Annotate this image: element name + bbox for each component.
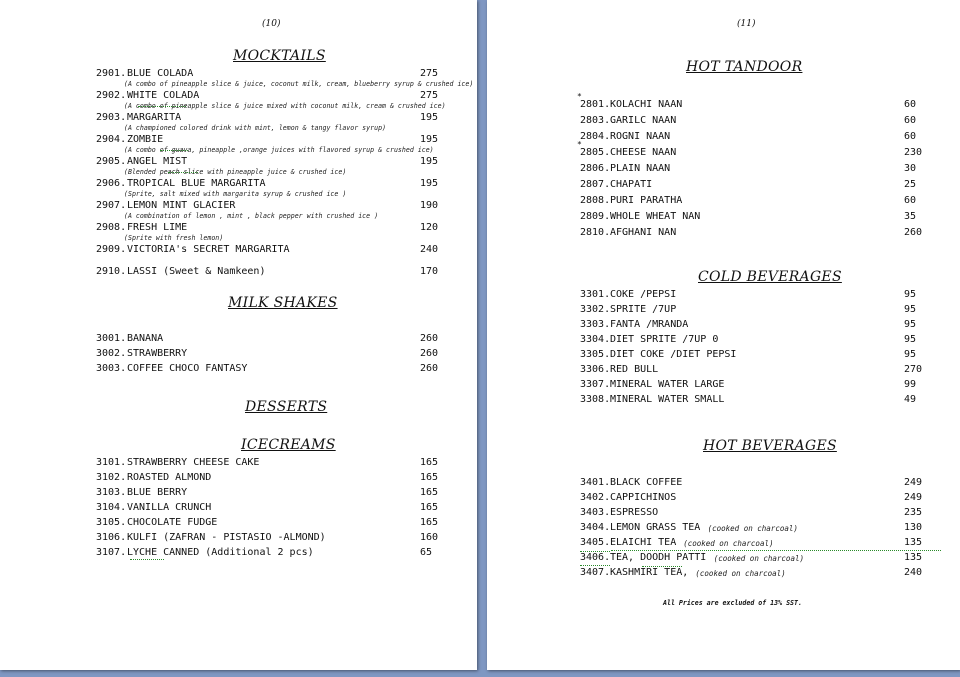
section-heading-desserts: DESSERTS xyxy=(245,399,328,415)
item-name: STRAWBERRY CHEESE CAKE xyxy=(127,457,260,468)
menu-item-row xyxy=(580,99,934,112)
item-name: PURI PARATHA xyxy=(610,195,683,206)
spellcheck-underline xyxy=(160,148,188,151)
item-code: 2801. xyxy=(580,99,611,110)
item-price: 275 xyxy=(420,68,439,79)
item-name: CHOCOLATE FUDGE xyxy=(127,517,218,528)
footer-note: All Prices are excluded of 13% SST. xyxy=(663,599,802,607)
item-code: 2901. xyxy=(96,68,127,79)
item-price: 230 xyxy=(904,147,923,158)
item-price: 60 xyxy=(904,131,917,142)
page-number: (11) xyxy=(737,19,756,29)
menu-item-row xyxy=(580,349,934,362)
item-price: 190 xyxy=(420,200,439,211)
item-description: (A combo of guava, pineapple ,orange juices with flavored syrup & crushed ice) xyxy=(124,146,434,154)
item-code: 3304. xyxy=(580,334,611,345)
menu-item-row xyxy=(96,457,450,470)
item-code: 2908. xyxy=(96,222,127,233)
item-price: 135 xyxy=(904,552,923,563)
item-name: FANTA /MRANDA xyxy=(610,319,689,330)
item-code: 2904. xyxy=(96,134,127,145)
item-cooking-note: (cooked on charcoal) xyxy=(683,539,774,548)
item-name: VANILLA CRUNCH xyxy=(127,502,212,513)
item-name: KULFI (ZAFRAN - PISTASIO -ALMOND) xyxy=(127,532,326,543)
item-name: PLAIN NAAN xyxy=(610,163,671,174)
item-code: 3407. xyxy=(580,567,611,578)
menu-item-row xyxy=(580,522,934,535)
item-code: 2805. xyxy=(580,147,611,158)
spellcheck-underline xyxy=(130,557,164,560)
item-price: 99 xyxy=(904,379,917,390)
item-code: 3308. xyxy=(580,394,611,405)
menu-item-row xyxy=(580,147,934,160)
spellcheck-underline xyxy=(138,104,186,107)
item-code: 3107. xyxy=(96,547,127,558)
menu-item-row xyxy=(580,507,934,520)
item-code: 3402. xyxy=(580,492,611,503)
item-price: 95 xyxy=(904,349,917,360)
menu-item-row xyxy=(96,502,450,515)
item-name: ESPRESSO xyxy=(610,507,659,518)
item-code: 2906. xyxy=(96,178,127,189)
item-name: MINERAL WATER SMALL xyxy=(610,394,725,405)
item-price: 165 xyxy=(420,472,439,483)
item-name: CAPPICHINOS xyxy=(610,492,677,503)
item-code: 3002. xyxy=(96,348,127,359)
item-cooking-note: (cooked on charcoal) xyxy=(695,569,786,578)
menu-item-row xyxy=(580,289,934,302)
menu-item-row xyxy=(96,532,450,545)
item-price: 260 xyxy=(904,227,923,238)
item-price: 275 xyxy=(420,90,439,101)
menu-item-row xyxy=(96,363,450,376)
menu-item-row xyxy=(580,163,934,176)
spellcheck-underline xyxy=(642,564,682,567)
item-price: 260 xyxy=(420,363,439,374)
item-description: (Sprite, salt mixed with margarita syrup & crushed ice ) xyxy=(124,190,347,198)
item-code: 3401. xyxy=(580,477,611,488)
star-mark: * xyxy=(577,140,582,149)
right-page xyxy=(487,0,960,670)
item-code: 2804. xyxy=(580,131,611,142)
item-price: 240 xyxy=(420,244,439,255)
item-code: 3406. xyxy=(580,552,611,563)
item-price: 95 xyxy=(904,289,917,300)
item-code: 3305. xyxy=(580,349,611,360)
item-price: 170 xyxy=(420,266,439,277)
item-price: 235 xyxy=(904,507,923,518)
item-name: ROGNI NAAN xyxy=(610,131,671,142)
menu-item-row xyxy=(580,195,934,208)
item-code: 2808. xyxy=(580,195,611,206)
item-code: 3104. xyxy=(96,502,127,513)
item-code: 3302. xyxy=(580,304,611,315)
menu-item-row xyxy=(96,244,450,257)
item-price: 249 xyxy=(904,492,923,503)
spellcheck-underline xyxy=(580,549,610,552)
menu-item-row xyxy=(580,334,934,347)
item-name: CHEESE NAAN xyxy=(610,147,677,158)
menu-item-row xyxy=(96,333,450,346)
item-name: BANANA xyxy=(127,333,164,344)
item-name: RED BULL xyxy=(610,364,659,375)
menu-item-row xyxy=(580,211,934,224)
menu-item-row xyxy=(580,227,934,240)
item-code: 2903. xyxy=(96,112,127,123)
page-number: (10) xyxy=(262,19,281,29)
item-price: 95 xyxy=(904,334,917,345)
item-price: 120 xyxy=(420,222,439,233)
item-code: 3306. xyxy=(580,364,611,375)
item-price: 195 xyxy=(420,112,439,123)
item-price: 195 xyxy=(420,178,439,189)
item-name: BLUE COLADA xyxy=(127,68,194,79)
item-name: BLACK COFFEE xyxy=(610,477,683,488)
item-cooking-note: (cooked on charcoal) xyxy=(713,554,804,563)
menu-item-row xyxy=(580,319,934,332)
item-description: (Blended peach slice with pineapple juice & crushed ice) xyxy=(124,168,347,176)
item-name: STRAWBERRY xyxy=(127,348,188,359)
menu-item-row xyxy=(96,266,450,279)
item-code: 3307. xyxy=(580,379,611,390)
menu-item-row xyxy=(580,364,934,377)
menu-item-row xyxy=(580,567,934,580)
item-description: (A combination of lemon , mint , black pepper with crushed ice ) xyxy=(124,212,379,220)
item-price: 135 xyxy=(904,537,923,548)
item-code: 3105. xyxy=(96,517,127,528)
item-price: 260 xyxy=(420,333,439,344)
item-name: VICTORIA's SECRET MARGARITA xyxy=(127,244,290,255)
item-description: (A combo of pineapple slice & juice mixed with coconut milk, cream & crushed ice) xyxy=(124,102,446,110)
item-name: LYCHE CANNED (Additional 2 pcs) xyxy=(127,547,314,558)
item-name: ANGEL MIST xyxy=(127,156,188,167)
item-code: 3106. xyxy=(96,532,127,543)
item-price: 160 xyxy=(420,532,439,543)
item-name: SPRITE /7UP xyxy=(610,304,677,315)
item-code: 3103. xyxy=(96,487,127,498)
menu-item-row xyxy=(580,179,934,192)
item-code: 2806. xyxy=(580,163,611,174)
item-price: 35 xyxy=(904,211,917,222)
item-price: 95 xyxy=(904,304,917,315)
section-heading-cold-beverages: COLD BEVERAGES xyxy=(698,269,842,285)
section-heading-hot-beverages: HOT BEVERAGES xyxy=(703,438,837,454)
item-price: 25 xyxy=(904,179,917,190)
item-price: 249 xyxy=(904,477,923,488)
menu-item-row xyxy=(96,487,450,500)
item-name: LEMON GRASS TEA xyxy=(610,522,701,533)
section-heading-mocktails: MOCKTAILS xyxy=(233,48,326,64)
item-code: 3101. xyxy=(96,457,127,468)
section-heading-hot-tandoor: HOT TANDOOR xyxy=(686,59,803,75)
item-price: 270 xyxy=(904,364,923,375)
item-name: AFGHANI NAN xyxy=(610,227,677,238)
item-price: 260 xyxy=(420,348,439,359)
item-name: DIET COKE /DIET PEPSI xyxy=(610,349,737,360)
item-name: COFFEE CHOCO FANTASY xyxy=(127,363,248,374)
item-name: MINERAL WATER LARGE xyxy=(610,379,725,390)
item-name: ELAICHI TEA xyxy=(610,537,677,548)
menu-item-row xyxy=(580,115,934,128)
item-name: MARGARITA xyxy=(127,112,182,123)
item-name: FRESH LIME xyxy=(127,222,188,233)
item-price: 165 xyxy=(420,457,439,468)
item-code: 3303. xyxy=(580,319,611,330)
menu-item-row xyxy=(580,131,934,144)
item-name: COKE /PEPSI xyxy=(610,289,677,300)
spellcheck-underline xyxy=(611,548,941,551)
item-description: (A combo of pineapple slice & juice, coconut milk, cream, blueberry syrup & crushed ice) xyxy=(124,80,474,88)
menu-item-row xyxy=(580,394,934,407)
item-code: 2907. xyxy=(96,200,127,211)
spellcheck-underline xyxy=(580,563,610,566)
item-code: 2803. xyxy=(580,115,611,126)
item-name: DIET SPRITE /7UP 0 xyxy=(610,334,719,345)
item-price: 165 xyxy=(420,517,439,528)
item-price: 30 xyxy=(904,163,917,174)
item-name: KASHMIRI TEA, xyxy=(610,567,689,578)
menu-item-row xyxy=(580,552,934,565)
item-name: LASSI (Sweet & Namkeen) xyxy=(127,266,266,277)
item-description: (Sprite with fresh lemon) xyxy=(124,234,224,242)
item-description: (A championed colored drink with mint, lemon & tangy flavor syrup) xyxy=(124,124,387,132)
item-code: 2807. xyxy=(580,179,611,190)
item-name: ZOMBIE xyxy=(127,134,164,145)
item-name: BLUE BERRY xyxy=(127,487,188,498)
item-code: 3405. xyxy=(580,537,611,548)
menu-item-row xyxy=(96,517,450,530)
item-price: 60 xyxy=(904,195,917,206)
menu-item-row xyxy=(580,304,934,317)
item-code: 3003. xyxy=(96,363,127,374)
item-price: 165 xyxy=(420,487,439,498)
left-page xyxy=(0,0,477,670)
item-name: GARILC NAAN xyxy=(610,115,677,126)
star-mark: * xyxy=(577,92,582,101)
section-heading-milk-shakes: MILK SHAKES xyxy=(228,295,338,311)
item-name: TEA, DOODH PATTI xyxy=(610,552,707,563)
spellcheck-underline xyxy=(168,170,198,173)
item-name: TROPICAL BLUE MARGARITA xyxy=(127,178,266,189)
menu-item-row xyxy=(580,492,934,505)
item-name: WHOLE WHEAT NAN xyxy=(610,211,701,222)
item-code: 3001. xyxy=(96,333,127,344)
item-price: 65 xyxy=(420,547,433,558)
item-price: 165 xyxy=(420,502,439,513)
item-code: 2810. xyxy=(580,227,611,238)
item-name: CHAPATI xyxy=(610,179,653,190)
item-price: 95 xyxy=(904,319,917,330)
menu-item-row xyxy=(580,477,934,490)
menu-item-row xyxy=(580,379,934,392)
item-price: 49 xyxy=(904,394,917,405)
section-heading-icecreams: ICECREAMS xyxy=(241,437,336,453)
item-cooking-note: (cooked on charcoal) xyxy=(707,524,798,533)
item-name: LEMON MINT GLACIER xyxy=(127,200,236,211)
item-price: 130 xyxy=(904,522,923,533)
item-code: 3301. xyxy=(580,289,611,300)
item-code: 3102. xyxy=(96,472,127,483)
item-code: 2910. xyxy=(96,266,127,277)
menu-item-row xyxy=(96,472,450,485)
item-code: 3403. xyxy=(580,507,611,518)
item-price: 240 xyxy=(904,567,923,578)
item-code: 2902. xyxy=(96,90,127,101)
item-code: 2909. xyxy=(96,244,127,255)
item-code: 3404. xyxy=(580,522,611,533)
item-price: 195 xyxy=(420,134,439,145)
item-code: 2905. xyxy=(96,156,127,167)
item-price: 60 xyxy=(904,99,917,110)
item-price: 195 xyxy=(420,156,439,167)
menu-item-row xyxy=(96,348,450,361)
item-price: 60 xyxy=(904,115,917,126)
item-code: 2809. xyxy=(580,211,611,222)
item-name: WHITE COLADA xyxy=(127,90,200,101)
item-name: KOLACHI NAAN xyxy=(610,99,683,110)
item-name: ROASTED ALMOND xyxy=(127,472,212,483)
